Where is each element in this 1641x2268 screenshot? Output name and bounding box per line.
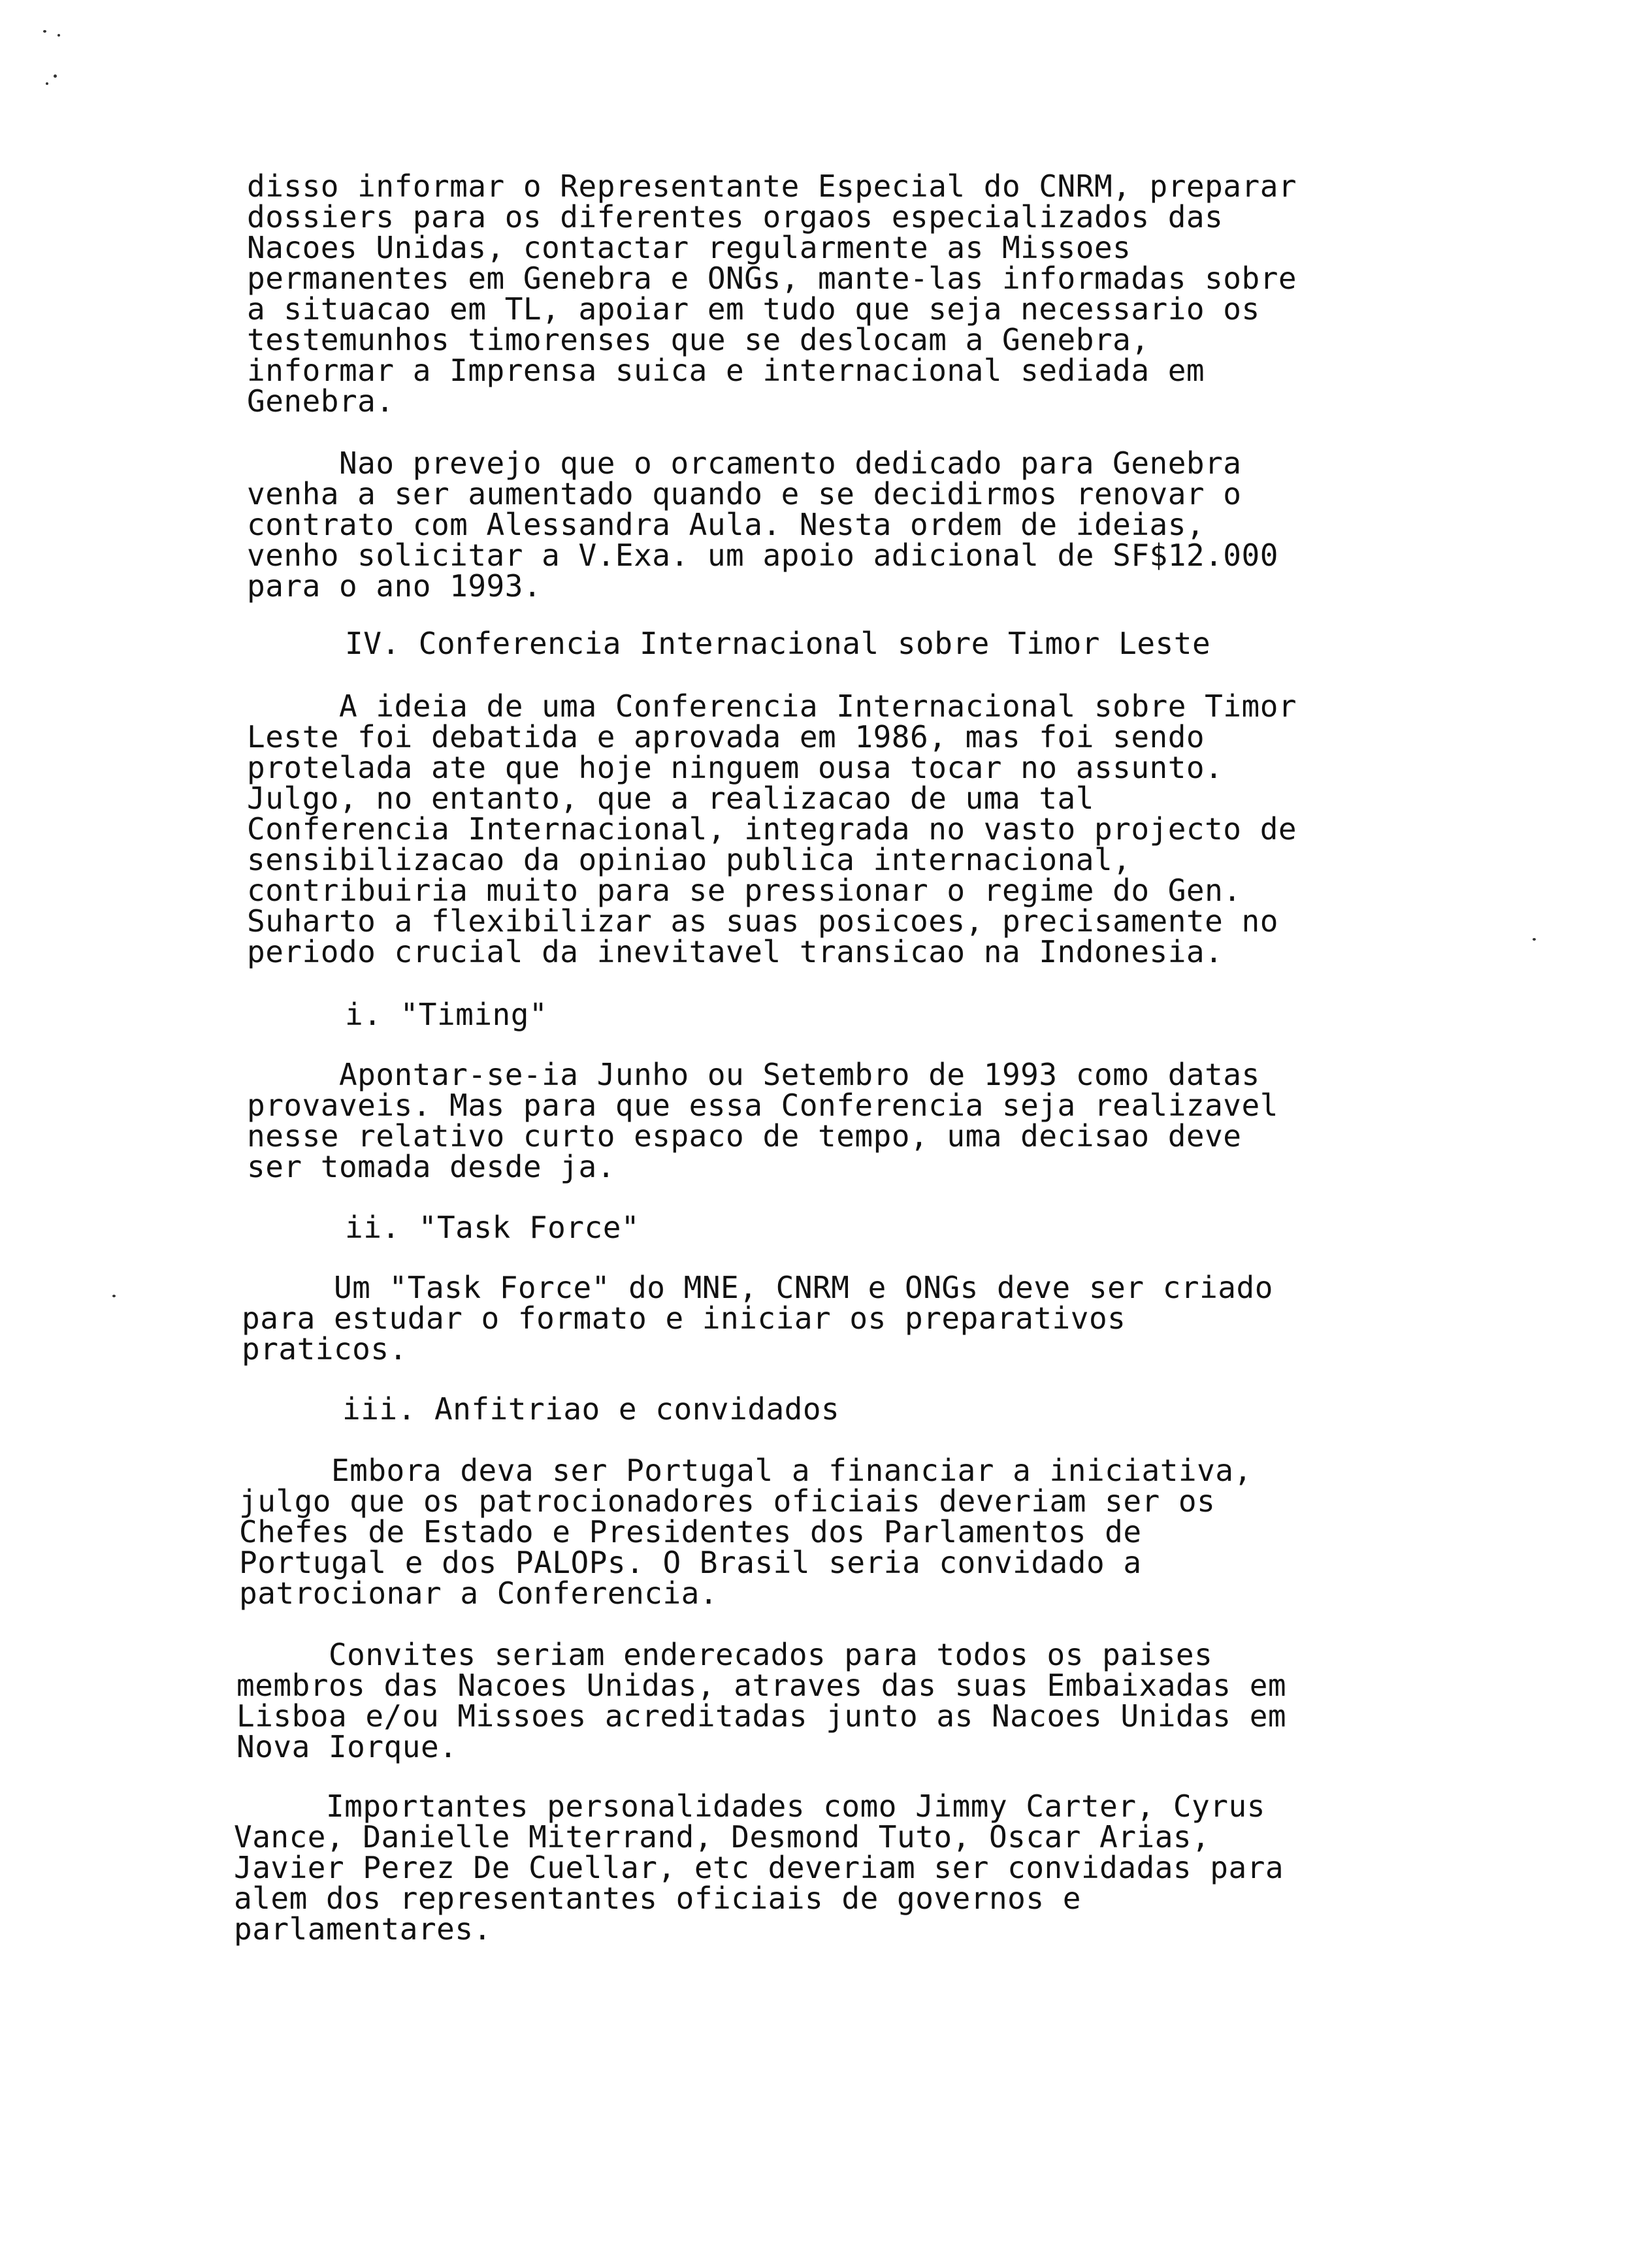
paragraph-timing: Apontar-se-ia Junho ou Setembro de 1993 como datas provaveis. Mas para que essa Conferencia seja realizavel nesse relativo curto espaco de tempo, uma decisao deve ser tomada desde ja. bbox=[247, 1057, 1278, 1184]
scan-speck bbox=[46, 82, 48, 85]
paragraph-personalities: Importantes personalidades como Jimmy Carter, Cyrus Vance, Danielle Miterrand, Desmond Tuto, Oscar Arias, Javier Perez De Cuellar, etc deveriam ser convidadas para alem dos representantes oficiais de governos e parlamentares. bbox=[234, 1789, 1284, 1947]
scan-speck bbox=[54, 74, 57, 78]
scan-speck bbox=[1533, 938, 1536, 941]
paragraph-conference-idea: A ideia de uma Conferencia Internacional sobre Timor Leste foi debatida e aprovada em 1986, mas foi sendo protelada ate que hoje ninguem ousa tocar no assunto. Julgo, no entanto, que a realizacao de uma tal Conferencia Internacional, integrada no vasto projecto de sensibilizacao da opiniao publica internacional, contribuiria muito para se pressionar o regime do Gen. Suharto a flexibilizar as suas posicoes, precisamente no periodo crucial da inevitavel transicao na Indonesia. bbox=[247, 688, 1297, 969]
subheading-task-force: ii. "Task Force" bbox=[345, 1210, 640, 1245]
paragraph-geneva-duties: disso informar o Representante Especial do CNRM, preparar dossiers para os diferentes orgaos especializados das Nacoes Unidas, contactar regularmente as Missoes permanentes em Genebra e ONGs, mante-las informadas sobre a situacao em TL, apoiar em tudo que seja necessario os testemunhos timorenses que se deslocam a Genebra, informar a Imprensa suica e internacional sediada em Genebra. bbox=[247, 169, 1297, 419]
subheading-host-guests: iii. Anfitriao e convidados bbox=[342, 1391, 840, 1427]
section-heading-iv: IV. Conferencia Internacional sobre Timor Leste bbox=[345, 626, 1211, 661]
subheading-timing: i. "Timing" bbox=[345, 997, 548, 1032]
scan-speck bbox=[43, 30, 46, 33]
scan-speck bbox=[57, 34, 60, 37]
paragraph-task-force: Um "Task Force" do MNE, CNRM e ONGs deve ser criado para estudar o formato e iniciar os preparativos praticos. bbox=[242, 1270, 1273, 1367]
paragraph-geneva-budget: Nao prevejo que o orcamento dedicado para Genebra venha a ser aumentado quando e se decidirmos renovar o contrato com Alessandra Aula. Nesta ordem de ideias, venho solicitar a V.Exa. um apoio adicional de SF$12.000 para o ano 1993. bbox=[247, 446, 1278, 604]
scan-speck bbox=[112, 1295, 116, 1297]
paragraph-sponsors: Embora deva ser Portugal a financiar a iniciativa, julgo que os patrocionadores oficiais deveriam ser os Chefes de Estado e Presidentes dos Parlamentos de Portugal e dos PALOPs. O Brasil seria convidado a patrocionar a Conferencia. bbox=[239, 1453, 1252, 1611]
paragraph-invitations: Convites seriam enderecados para todos os paises membros das Nacoes Unidas, atraves das suas Embaixadas em Lisboa e/ou Missoes acreditadas junto as Nacoes Unidas em Nova Iorque. bbox=[236, 1637, 1287, 1764]
